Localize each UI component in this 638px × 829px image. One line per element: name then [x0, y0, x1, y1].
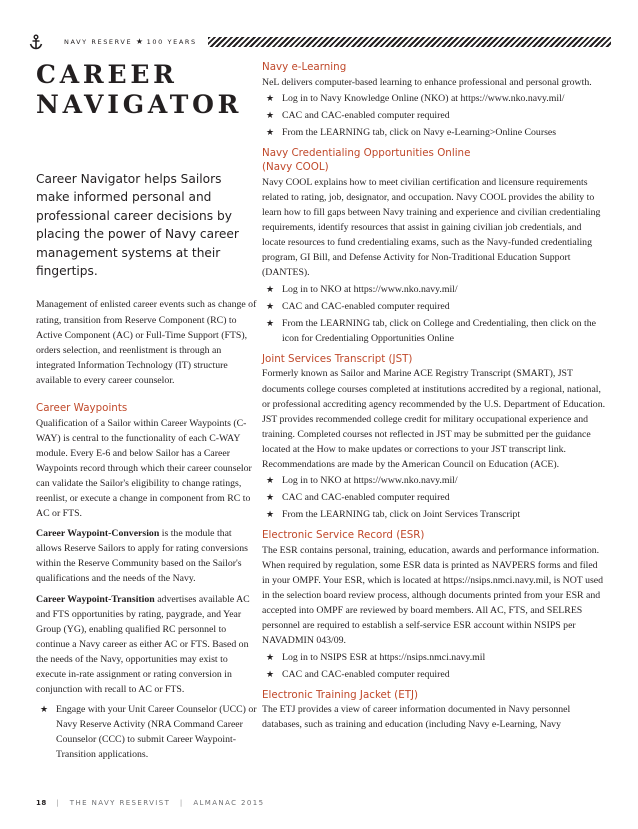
page-title [36, 60, 258, 120]
conversion-term: Career Waypoint-Conversion [36, 528, 160, 540]
list-item: ★ Log in to NSIPS ESR at https://nsips.nmci.navy.mil [262, 650, 607, 665]
star-bullet-icon: ★ [266, 668, 275, 679]
list-item: ★ CAC and CAC-enabled computer required [262, 490, 607, 505]
star-bullet-icon: ★ [266, 126, 275, 137]
list-item: ★ From the LEARNING tab, click on College and Credentialing, then click on the icon for Credentialing Opportunities Online [266, 317, 596, 344]
nel-bullets [262, 91, 607, 140]
cool-heading: Navy Credentialing Opportunities Online (Navy COOL) [262, 146, 471, 174]
jst-heading: Joint Services Transcript (JST) [262, 352, 413, 365]
nel-heading: Navy e-Learning [262, 61, 347, 73]
list-item: ★ Log in to Navy Knowledge Online (NKO) at https://www.nko.navy.mil/ [262, 91, 607, 106]
header-star-icon: ★ [135, 37, 143, 46]
waypoints-bullets [36, 702, 258, 762]
star-bullet-icon: ★ [266, 283, 275, 294]
rope-border [208, 37, 611, 47]
etj-body: The ETJ provides a view of career information documented in Navy personnel databases, such as training and education (including Navy e-Learning, Navy [262, 704, 571, 731]
esr-body: The ESR contains personal, training, education, awards and performance information. When required by regulation, some ESR data is printed as NAVPERS forms and filed in your OMPF. Your ESR, which is located at https://nsips.nmci.navy.mil, is NOT used in the selection board review process, although documents printed from your ESR and accepted into OMPF are reviewed by board members. All AC, FTS, and SELRES personnel are required to establish a self-service ESR account within NSIPS per NAVADMIN 043/09. [262, 544, 604, 647]
conversion-text: is the module that allows Reserve Sailors to apply for rating conversions within the Reserve Community based on the Sailor's qualifications and the needs of the Navy. [36, 528, 248, 585]
header-band [28, 37, 611, 47]
list-item: ★ CAC and CAC-enabled computer required [262, 108, 607, 123]
list-item: ★ Log in to NKO at https://www.nko.navy.mil/ [262, 282, 607, 297]
list-item: ★ Log in to NKO at https://www.nko.navy.mil/ [262, 473, 607, 488]
etj-heading: Electronic Training Jacket (ETJ) [262, 688, 419, 701]
anchor-icon [28, 34, 44, 50]
star-bullet-icon: ★ [266, 300, 275, 311]
transition-text: advertises available AC and FTS opportunities by rating, paygrade, and Year Group (YG), enabling qualified RC personnel to continue a Navy career as either AC or FTS. Based on the needs of the Navy, opportunities may exist to execute in-rate assignment or rating conversion in conjunction with recall to AC or FTS. [36, 593, 250, 696]
list-item: ★ From the LEARNING tab, click on Joint Services Transcript [262, 507, 607, 522]
esr-heading: Electronic Service Record (ESR) [262, 529, 425, 542]
edition-label: ALMANAC 2015 [193, 799, 265, 807]
star-bullet-icon: ★ [266, 475, 275, 486]
transition-paragraph [36, 592, 258, 698]
conversion-paragraph [36, 526, 258, 586]
jst-bullets [262, 473, 607, 522]
star-bullet-icon: ★ [266, 92, 275, 103]
title-line-2: NAVIGATOR [36, 90, 243, 119]
list-item: ★ CAC and CAC-enabled computer required [262, 667, 607, 682]
star-bullet-icon: ★ [266, 492, 275, 503]
header-label-right: 100 YEARS [146, 38, 197, 46]
star-bullet-icon: ★ [266, 509, 275, 520]
jst-body: Formerly known as Sailor and Marine ACE Registry Transcript (SMART), JST documents college courses completed at institutions accredited by a regional, national, or professional accrediting agency recommended by the U.S. Department of Education. JST provides recommended college credit for military occupational experience and training. Completed courses not reflected in JST may be submitted per the guidance located at the How to make updates or corrections to your JST transcript link. Recommendations are made by the American Council on Education (ACE). [262, 368, 606, 470]
cool-bullets [262, 282, 607, 346]
star-bullet-icon: ★ [266, 317, 275, 328]
footer-separator: | [179, 799, 184, 807]
page-number: 18 [36, 799, 47, 807]
publication-name: THE NAVY RESERVIST [69, 799, 171, 807]
star-bullet-icon: ★ [40, 704, 49, 715]
header-label-left: NAVY RESERVE [64, 38, 133, 46]
intro-paragraph: Management of enlisted career events such as change of rating, transition from Reserve Component (RC) to Active Component (AC) or Full-Time Support (FTS), orders selection, and reenlistment is through an integrated Information Technology (IT) structure available to every career counselor. [36, 299, 257, 386]
esr-bullets [262, 650, 607, 682]
nel-body: NeL delivers computer-based learning to enhance professional and personal growth. [262, 76, 592, 88]
list-item: ★ CAC and CAC-enabled computer required [262, 299, 607, 314]
transition-term: Career Waypoint-Transition [36, 593, 155, 605]
title-line-1: CAREER [36, 60, 178, 89]
page-footer [36, 798, 264, 808]
footer-separator: | [56, 799, 61, 807]
star-bullet-icon: ★ [266, 109, 275, 120]
cool-body: Navy COOL explains how to meet civilian certification and licensure requirements related to rating, job, designator, and occupation. Navy COOL provides the ability to learn how to fill gaps between Navy training and experience and civilian credentialing requirements, identify resources that assist in gaining civilian job credentials, and locate resources to fund credentialing exams, such as the Navy-funded credentialing program, GI Bill, and Defense Activity for Non-Traditional Education Support (DANTES). [262, 176, 601, 279]
list-item: ★ Engage with your Unit Career Counselor (UCC) or Navy Reserve Activity (NRA Command Career Counselor (CCC) to submit Career Waypoint-Transition applications. [40, 704, 257, 761]
star-bullet-icon: ★ [266, 651, 275, 662]
header-label [64, 37, 197, 47]
right-column [262, 60, 607, 732]
list-item: ★ From the LEARNING tab, click on Navy e-Learning>Online Courses [262, 125, 607, 140]
lead-paragraph: Career Navigator helps Sailors make informed personal and professional career decisions by placing the power of Navy career management systems at their fingertips. [36, 172, 239, 279]
left-column [36, 60, 258, 765]
waypoints-heading: Career Waypoints [36, 402, 128, 414]
waypoints-body: Qualification of a Sailor within Career Waypoints (C-WAY) is central to the functionality of each C-WAY module. Every E-6 and below Sailor has a Career Waypoints record through which their career counselor can validate the Sailor's eligibility to change ratings, reenlist, or execute a change in component from RC to AC or FTS. [36, 417, 252, 520]
